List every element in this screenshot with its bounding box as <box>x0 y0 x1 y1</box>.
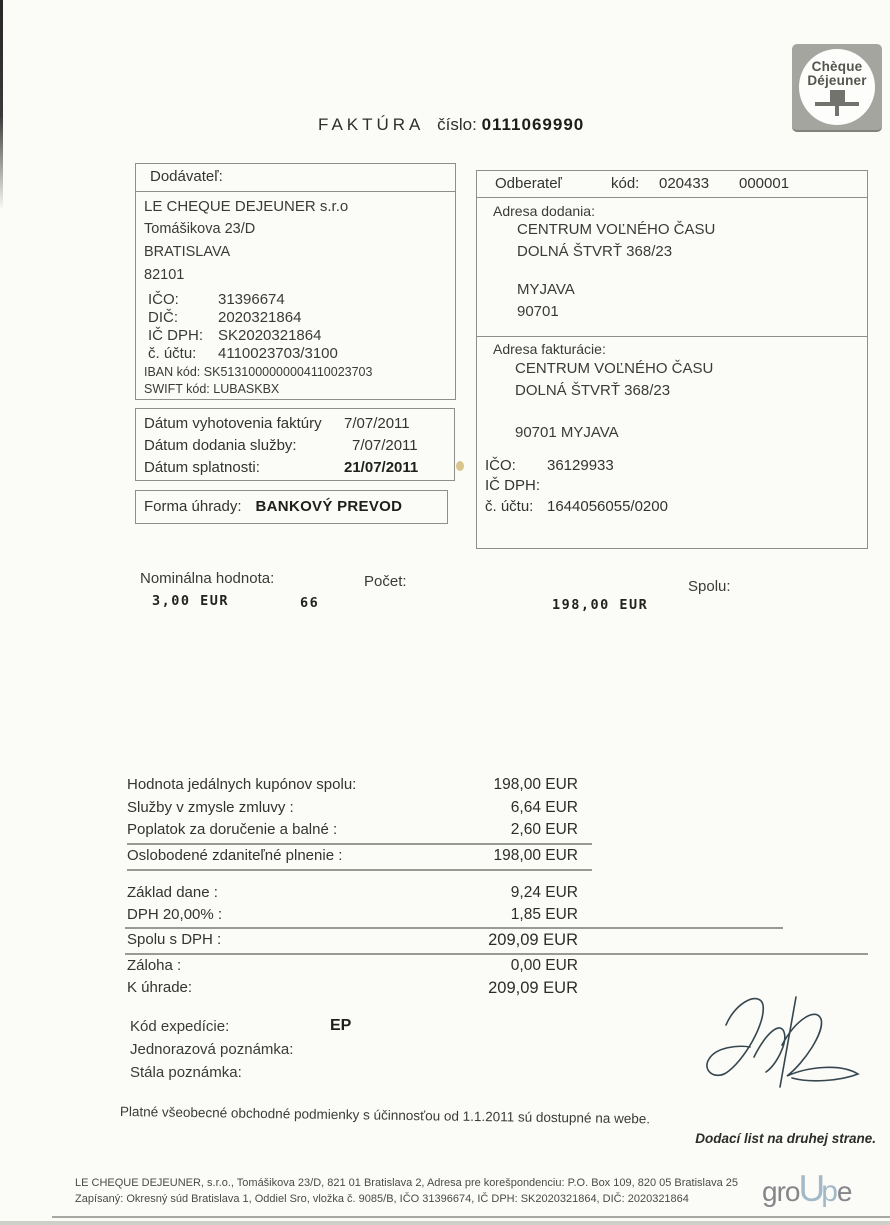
nominal-value: 3,00 EUR <box>152 593 230 609</box>
supplier-header: Dodávateľ: <box>136 164 455 192</box>
totals-row-to-pay <box>127 979 592 998</box>
supplier-city: BRATISLAVA <box>144 244 231 260</box>
summary-row-exempt <box>127 847 592 865</box>
count-label: Počet: <box>364 573 407 590</box>
date-issued-row <box>144 415 410 432</box>
customer-icdph-row <box>485 477 547 494</box>
payment-box <box>135 490 448 524</box>
supplier-dic-row <box>148 309 301 326</box>
expedition-code-label: Kód expedície: <box>130 1018 230 1035</box>
billing-address-label: Adresa fakturácie: <box>493 341 606 357</box>
permanent-note-label: Stála poznámka: <box>130 1064 242 1081</box>
totals-value: 209,09 EUR <box>488 931 578 949</box>
summary-divider <box>127 843 592 845</box>
sum-value: 198,00 EUR <box>552 597 649 613</box>
totals-divider-wide <box>125 953 868 955</box>
totals-row-deposit <box>127 957 592 975</box>
customer-account-value: 1644056055/0200 <box>547 498 668 515</box>
payment-value: BANKOVÝ PREVOD <box>255 498 403 515</box>
totals-label: Základ dane : <box>127 884 218 901</box>
totals-row-base <box>127 884 592 902</box>
supplier-ico-row <box>148 291 285 308</box>
supplier-street: Tomášikova 23/D <box>144 221 256 237</box>
logo-text-line1: Chèque <box>811 59 863 74</box>
customer-account-label: č. účtu: <box>485 498 534 515</box>
supplier-name: LE CHEQUE DEJEUNER s.r.o <box>144 198 349 215</box>
delivery-address-line1: CENTRUM VOĽNÉHO ČASU <box>517 221 716 238</box>
customer-ico-value: 36129933 <box>547 457 614 474</box>
billing-address-city: 90701 MYJAVA <box>515 424 619 441</box>
totals-value: 1,85 EUR <box>510 906 578 923</box>
supplier-ico-label: IČO: <box>148 291 179 308</box>
handwritten-signature <box>692 983 877 1098</box>
supplier-icdph-row <box>148 327 321 344</box>
customer-account-row <box>485 498 668 515</box>
summary-value: 198,00 EUR <box>493 776 578 793</box>
table-icon <box>830 90 845 102</box>
summary-row-services <box>127 799 592 817</box>
table-icon-stem <box>835 106 839 116</box>
customer-header: Odberateľ <box>495 175 562 192</box>
customer-ico-label: IČO: <box>485 457 516 474</box>
date-delivery-value: 7/07/2011 <box>352 437 418 454</box>
payment-row <box>136 491 447 522</box>
customer-code-label: kód: <box>611 175 640 192</box>
footer-line1: LE CHEQUE DEJEUNER, s.r.o., Tomášikova 23/D, 821 01 Bratislava 2, Adresa pre korešpondenciu: P.O. Box 109, 820 05 Bratislava 25 <box>75 1177 738 1189</box>
billing-address-line2: DOLNÁ ŠTVRŤ 368/23 <box>515 382 671 399</box>
totals-label: DPH 20,00% : <box>127 906 223 923</box>
totals-label: Záloha : <box>127 957 182 974</box>
summary-label: Poplatok za doručenie a balné : <box>127 821 338 838</box>
supplier-icdph-label: IČ DPH: <box>148 327 204 344</box>
totals-value: 0,00 EUR <box>510 957 578 974</box>
supplier-iban-row <box>144 365 372 379</box>
scan-bottom-line <box>52 1216 890 1218</box>
customer-header-row <box>477 171 867 198</box>
date-due-row <box>144 459 418 476</box>
supplier-account-row <box>148 345 338 362</box>
delivery-address-line2: DOLNÁ ŠTVRŤ 368/23 <box>517 243 673 260</box>
invoice-title <box>318 115 584 135</box>
summary-value: 198,00 EUR <box>493 847 578 864</box>
totals-label: K úhrade: <box>127 979 193 996</box>
invoice-number: 0111069990 <box>481 115 585 134</box>
supplier-icdph-value: SK2020321864 <box>218 327 322 344</box>
nominal-label: Nominálna hodnota: <box>140 570 275 587</box>
delivery-address-label: Adresa dodania: <box>493 203 595 219</box>
onetime-note-label: Jednorazová poznámka: <box>130 1041 294 1058</box>
summary-label: Oslobodené zdaniteľné plnenie : <box>127 847 343 864</box>
dates-box <box>135 408 455 481</box>
scan-speck <box>456 461 464 471</box>
logo-text-line2: Déjeuner <box>807 73 867 88</box>
customer-icdph-label: IČ DPH: <box>485 477 541 494</box>
groupe-logo <box>762 1168 851 1210</box>
totals-label: Spolu s DPH : <box>127 931 222 948</box>
supplier-iban-label: IBAN kód: <box>144 365 201 379</box>
supplier-swift-row <box>144 382 279 396</box>
supplier-swift-value: LUBASKBX <box>213 382 280 396</box>
groupe-logo-part3: p <box>821 1175 837 1208</box>
customer-code-b: 000001 <box>739 175 790 192</box>
supplier-iban-value: SK5131000000004110023703 <box>203 365 373 379</box>
supplier-account-label: č. účtu: <box>148 345 197 362</box>
summary-label: Hodnota jedálnych kupónov spolu: <box>127 776 357 793</box>
supplier-swift-label: SWIFT kód: <box>144 382 210 396</box>
supplier-account-value: 4110023703/3100 <box>218 345 338 362</box>
customer-box-divider <box>477 336 867 337</box>
supplier-ico-value: 31396674 <box>218 291 285 308</box>
totals-row-total-with-vat <box>127 931 592 950</box>
sum-label: Spolu: <box>688 578 731 595</box>
supplier-zip: 82101 <box>144 267 185 283</box>
invoice-number-label: číslo: <box>437 115 477 134</box>
date-due-label: Dátum splatnosti: <box>144 459 260 476</box>
groupe-logo-part4: e <box>836 1176 852 1207</box>
invoice-title-word: FAKTÚRA <box>318 115 425 134</box>
summary-divider <box>127 869 592 871</box>
summary-label: Služby v zmysle zmluvy : <box>127 799 294 816</box>
supplier-dic-value: 2020321864 <box>218 309 302 326</box>
terms-note: Platné všeobecné obchodné podmienky s účinnosťou od 1.1.2011 sú dostupné na webe. <box>119 1104 651 1127</box>
scan-edge-artifact <box>0 0 3 210</box>
count-value: 66 <box>300 595 320 611</box>
customer-code-a: 020433 <box>659 175 710 192</box>
expedition-code-value: EP <box>330 1017 352 1034</box>
summary-row-shipping <box>127 821 592 839</box>
summary-row-vouchers <box>127 776 592 794</box>
supplier-box <box>135 163 456 400</box>
scan-bottom-band <box>0 1221 890 1225</box>
totals-value: 209,09 EUR <box>488 979 578 997</box>
delivery-address-zip: 90701 <box>517 303 559 320</box>
customer-ico-row <box>485 457 614 474</box>
date-issued-label: Dátum vyhotovenia faktúry <box>144 415 322 432</box>
summary-value: 6,64 EUR <box>510 799 578 816</box>
customer-box <box>476 170 868 549</box>
date-delivery-label: Dátum dodania služby: <box>144 437 297 454</box>
billing-address-line1: CENTRUM VOĽNÉHO ČASU <box>515 360 714 377</box>
cheque-dejeuner-logo <box>792 44 882 132</box>
date-due-value: 21/07/2011 <box>344 459 419 476</box>
payment-label: Forma úhrady: <box>144 498 242 515</box>
footer <box>75 1176 747 1207</box>
logo-circle <box>799 49 875 125</box>
totals-divider <box>125 927 783 929</box>
date-delivery-row <box>144 437 418 454</box>
footer-line2: Zapísaný: Okresný súd Bratislava 1, Oddiel Sro, vložka č. 9085/B, IČO 31396674, IČ DPH: SK2020321864, DIČ: 2020321864 <box>75 1192 689 1205</box>
groupe-logo-part2: U <box>798 1168 825 1209</box>
summary-value: 2,60 EUR <box>510 821 578 838</box>
groupe-logo-part1: gro <box>762 1176 800 1207</box>
delivery-note: Dodací list na druhej strane. <box>695 1131 876 1146</box>
totals-value: 9,24 EUR <box>510 884 578 901</box>
totals-row-vat <box>127 906 592 924</box>
delivery-address-city: MYJAVA <box>517 281 575 298</box>
date-issued-value: 7/07/2011 <box>344 415 410 432</box>
supplier-dic-label: DIČ: <box>148 309 178 326</box>
